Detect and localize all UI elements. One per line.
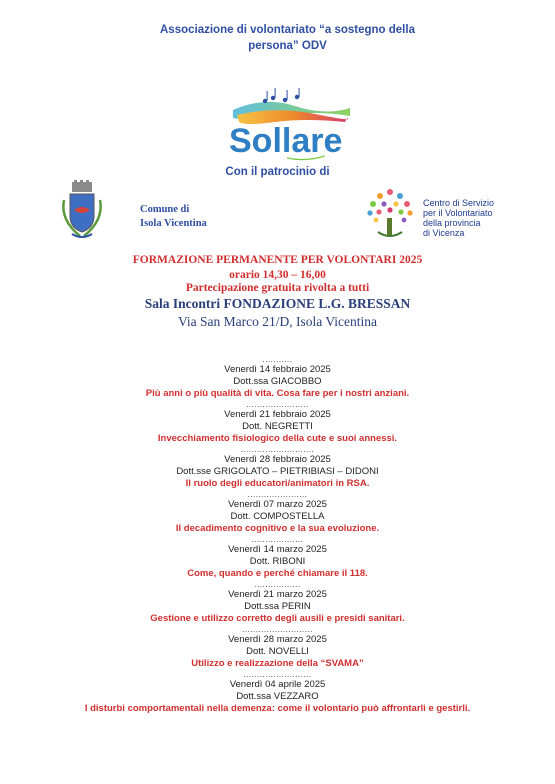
csv-line-3: della provincia <box>423 218 481 228</box>
separator-dots: ...................... <box>247 490 308 499</box>
session-topic: Come, quando e perché chiamare il 118. <box>187 568 368 579</box>
event-audience: Partecipazione gratuita rivolta a tutti <box>185 282 370 294</box>
comune-label <box>140 203 207 231</box>
event-address: Via San Marco 21/D, Isola Vicentina <box>177 314 378 329</box>
session-item <box>0 445 555 490</box>
session-item <box>0 355 555 400</box>
session-speaker: Dott.ssa VEZZARO <box>236 691 319 702</box>
session-speaker: Dott.sse GRIGOLATO – PIETRIBIASI – DIDONI <box>176 466 379 477</box>
csv-line-2: per il Volontariato <box>423 208 493 218</box>
session-speaker: Dott. NOVELLI <box>246 646 309 657</box>
session-item <box>0 535 555 580</box>
csv-line-1: Centro di Servizio <box>423 198 495 208</box>
session-speaker: Dott. COMPOSTELLA <box>230 511 325 522</box>
csv-tree-icon <box>360 182 420 242</box>
session-speaker: Dott.ssa PERIN <box>244 601 311 612</box>
event-venue: Sala Incontri FONDAZIONE L.G. BRESSAN <box>144 296 411 311</box>
logo-wordmark: Sollare <box>229 122 343 160</box>
separator-dots: ................... <box>251 535 304 544</box>
session-topic: Il ruolo degli educatori/animatori in RSA. <box>185 478 370 489</box>
session-topic: Utilizzo e realizzazione della “SVAMA” <box>191 658 364 669</box>
event-time: orario 14,30 – 16,00 <box>229 269 326 281</box>
association-line-2: persona” ODV <box>248 40 327 52</box>
session-item <box>0 580 555 625</box>
session-item <box>0 625 555 670</box>
session-date: Venerdì 28 marzo 2025 <box>228 634 327 645</box>
session-item <box>0 490 555 535</box>
comune-line-2: Isola Vicentina <box>140 218 207 229</box>
session-speaker: Dott. NEGRETTI <box>242 421 313 432</box>
separator-dots: ....................... <box>246 400 309 409</box>
session-topic: Più anni o più qualità di vita. Cosa fare per i nostri anziani. <box>145 388 410 399</box>
association-line-1: Associazione di volontariato “a sostegno della <box>160 24 415 36</box>
session-list <box>0 355 555 715</box>
separator-dots: ................. <box>254 580 301 589</box>
comune-line-1: Comune di <box>140 204 190 215</box>
session-speaker: Dott.ssa GIACOBBO <box>233 376 322 387</box>
session-topic: Invecchiamento fisiologico della cute e suoi annessi. <box>157 433 398 444</box>
session-date: Venerdì 07 marzo 2025 <box>228 499 327 510</box>
session-date: Venerdì 21 febbraio 2025 <box>224 409 331 420</box>
separator-dots: ........... <box>262 355 293 364</box>
session-date: Venerdì 04 aprile 2025 <box>229 679 326 690</box>
separator-dots: ........................... <box>240 445 315 454</box>
session-date: Venerdì 14 febbraio 2025 <box>224 364 331 375</box>
session-date: Venerdì 21 marzo 2025 <box>228 589 327 600</box>
session-topic: Gestione e utilizzo corretto degli ausili e presidi sanitari. <box>150 613 405 624</box>
session-topic: Il decadimento cognitivo e la sua evoluzione. <box>175 523 380 534</box>
session-date: Venerdì 14 marzo 2025 <box>228 544 327 555</box>
patronage-label: Con il patrocinio di <box>225 166 330 178</box>
csv-label <box>423 198 494 238</box>
session-speaker: Dott. RIBONI <box>249 556 306 567</box>
sollare-logo <box>225 88 355 168</box>
csv-line-4: di Vicenza <box>423 228 465 238</box>
session-date: Venerdì 28 febbraio 2025 <box>224 454 331 465</box>
session-item <box>0 400 555 445</box>
session-topic: I disturbi comportamentali nella demenza: come il volontario può affrontarli e gestirli. <box>84 703 471 714</box>
comune-crest-icon <box>58 180 106 240</box>
association-name <box>150 22 425 54</box>
event-title: FORMAZIONE PERMANENTE PER VOLONTARI 2025 <box>132 254 423 266</box>
separator-dots: .......................... <box>242 625 313 634</box>
separator-dots: ......................... <box>243 670 312 679</box>
session-item <box>0 670 555 715</box>
